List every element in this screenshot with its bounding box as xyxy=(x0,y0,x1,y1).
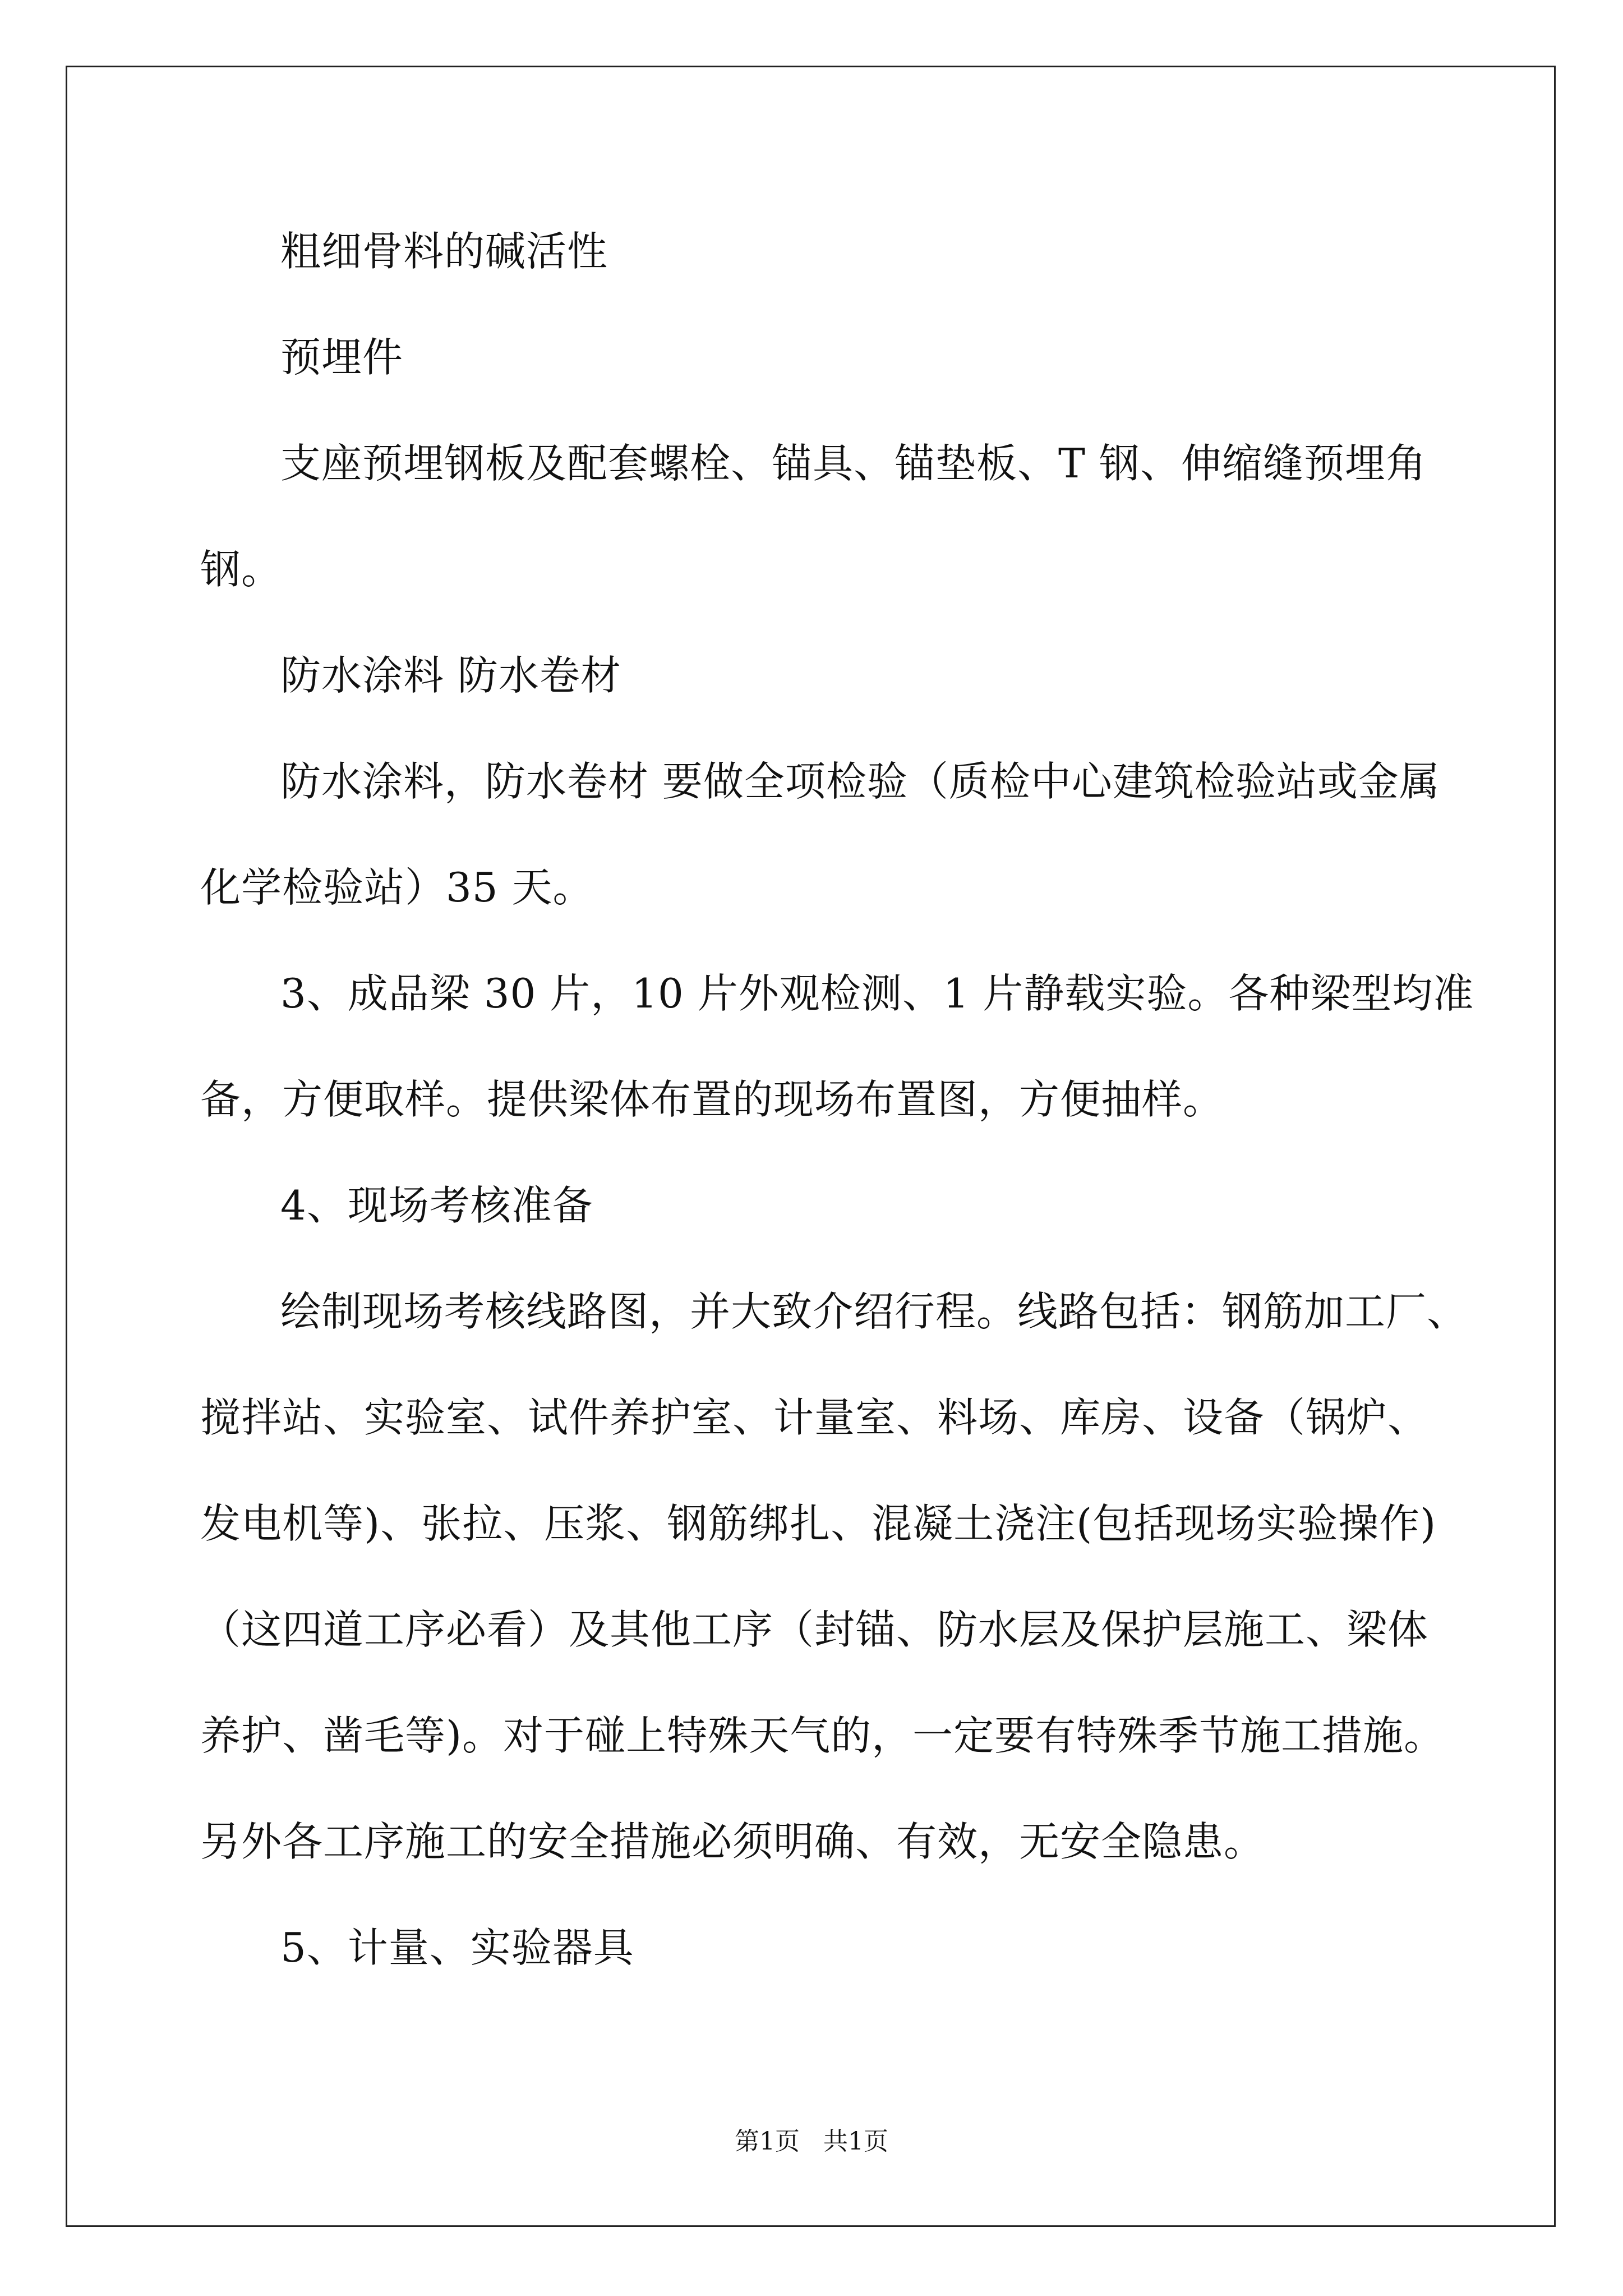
page-number-footer: 第1页 共1页 xyxy=(735,2127,888,2156)
paragraph-line: 3、成品梁 30 片，10 片外观检测、1 片静载实验。各种梁型均准 xyxy=(280,970,1474,1017)
section-heading: 5、计量、实验器具 xyxy=(280,1924,634,1971)
paragraph-line: 防水涂料，防水卷材 要做全项检验（质检中心建筑检验站或金属 xyxy=(280,758,1440,805)
page-border xyxy=(66,66,1556,2227)
paragraph-line: 备，方便取样。提供梁体布置的现场布置图，方便抽样。 xyxy=(200,1076,1224,1123)
paragraph-line: 绘制现场考核线路图，并大致介绍行程。线路包括：钢筋加工厂、 xyxy=(280,1288,1468,1335)
section-heading: 4、现场考核准备 xyxy=(280,1182,593,1229)
paragraph-line: 化学检验站）35 天。 xyxy=(200,864,594,911)
paragraph-line: 养护、凿毛等)。对于碰上特殊天气的，一定要有特殊季节施工措施。 xyxy=(200,1712,1445,1759)
paragraph-line: 钢。 xyxy=(200,546,283,593)
paragraph-line: 发电机等)、张拉、压浆、钢筋绑扎、混凝土浇注(包括现场实验操作) xyxy=(200,1500,1437,1547)
paragraph-line: 搅拌站、实验室、试件养护室、计量室、料场、库房、设备（锅炉、 xyxy=(200,1394,1429,1441)
paragraph-line: （这四道工序必看）及其他工序（封锚、防水层及保护层施工、梁体 xyxy=(200,1606,1429,1653)
paragraph-line: 另外各工序施工的安全措施必须明确、有效，无安全隐患。 xyxy=(200,1818,1265,1865)
paragraph-line: 粗细骨料的碱活性 xyxy=(280,228,608,275)
paragraph-line: 预埋件 xyxy=(280,334,404,381)
paragraph-line: 防水涂料 防水卷材 xyxy=(280,652,621,699)
paragraph-line: 支座预埋钢板及配套螺栓、锚具、锚垫板、T 钢、伸缩缝预埋角 xyxy=(280,440,1427,487)
